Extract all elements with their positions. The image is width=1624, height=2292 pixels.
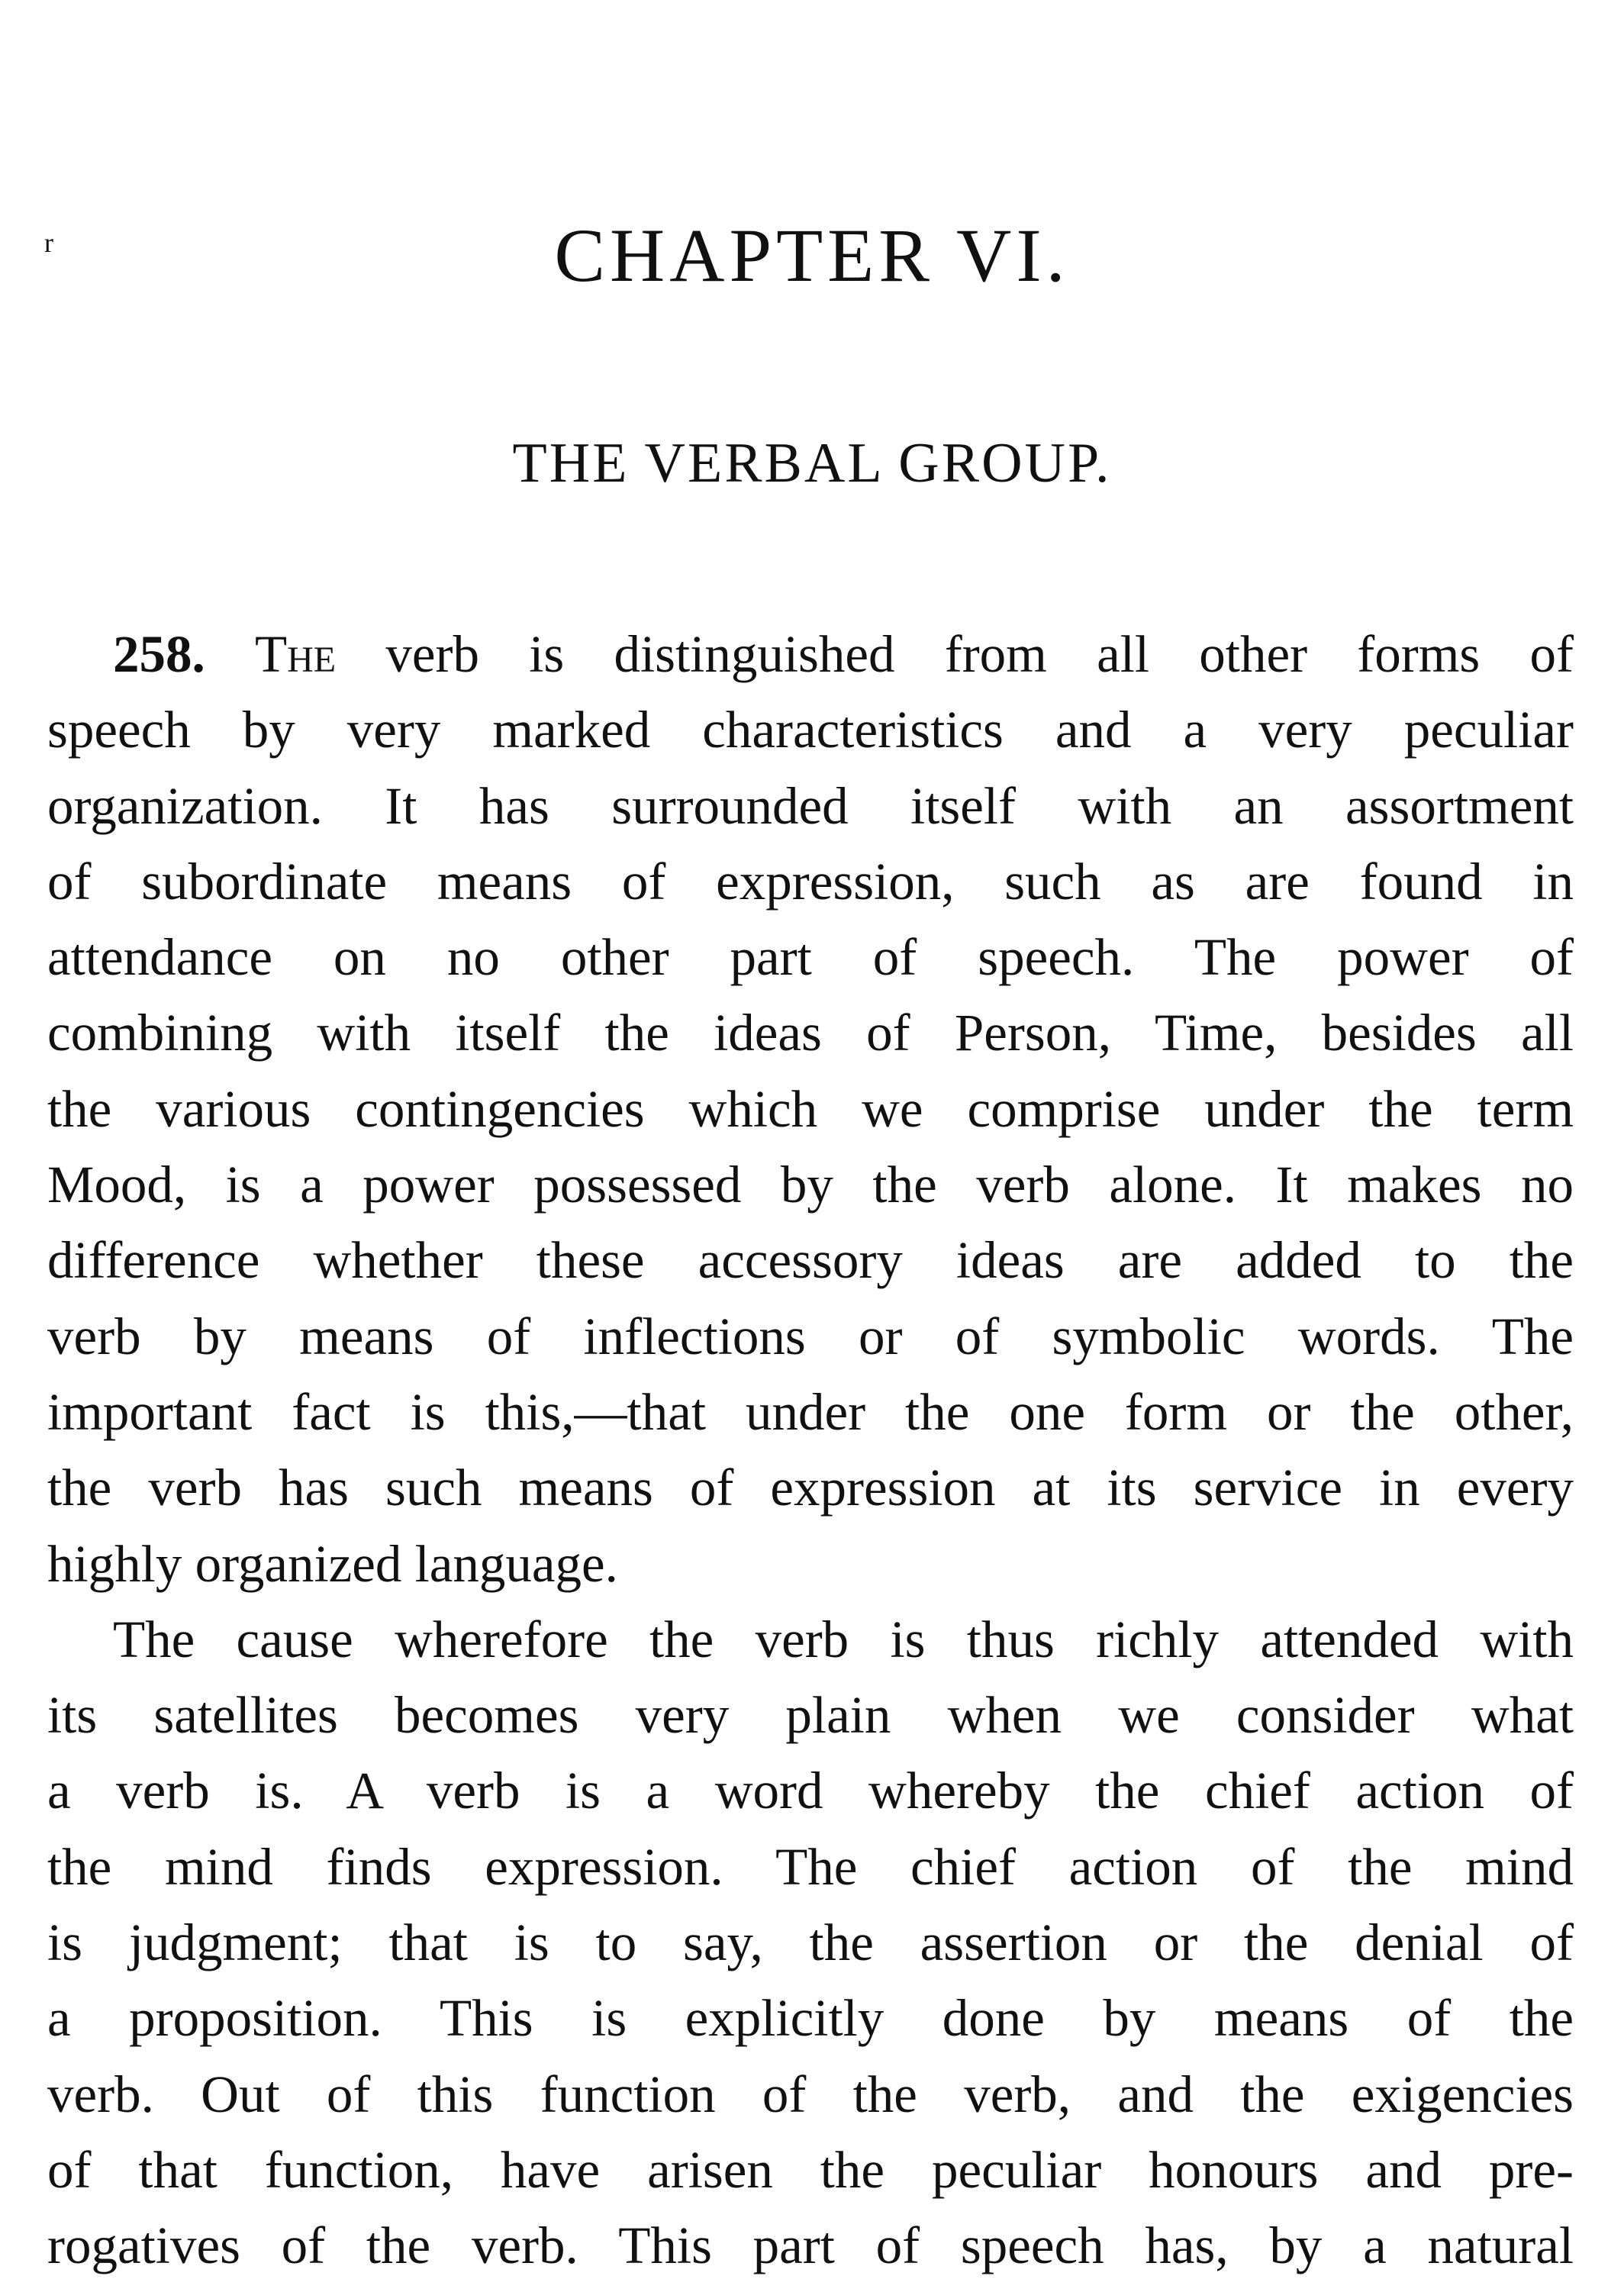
body-text — [47, 617, 1574, 2284]
text-line-20: verb. Out of this function of the verb, and the exigencies — [47, 2065, 1574, 2123]
text-line-7: the various contingencies which we comprise under the term — [47, 1079, 1574, 1138]
chapter-title: CHAPTER VI. — [554, 213, 1070, 298]
text-line-1 — [47, 617, 1574, 692]
text-line-3: organization. It has surrounded itself with an assortment — [47, 776, 1574, 835]
text-line-9: difference whether these accessory ideas are added to the — [47, 1231, 1574, 1290]
section-title: THE VERBAL GROUP. — [512, 432, 1112, 495]
text-line-22: rogatives of the verb. This part of speech has, by a natural — [47, 2216, 1574, 2275]
text-line-18: is judgment; that is to say, the assertion or the denial of — [47, 1913, 1574, 1972]
text-line-13: highly organized language. — [47, 1534, 618, 1593]
text-line-21: of that function, have arisen the peculiar honours and pre- — [47, 2140, 1574, 2199]
text-line-15: its satellites becomes very plain when we consider what — [47, 1686, 1574, 1745]
text-line-6: combining with itself the ideas of Person, Time, besides all — [47, 1004, 1574, 1062]
text-line-14: The cause wherefore the verb is thus richly attended with — [113, 1610, 1574, 1668]
text-line-19: a proposition. This is explicitly done by means of the — [47, 1989, 1574, 2048]
text-line-10: verb by means of inflections or of symbolic words. The — [47, 1307, 1574, 1365]
text-line-4: of subordinate means of expression, such as are found in — [47, 852, 1574, 911]
text-line-11: important fact is this,—that under the one form or the other, — [47, 1382, 1574, 1441]
text-line-12: the verb has such means of expression at its service in every — [47, 1459, 1574, 1517]
text-line-16: a verb is. A verb is a word whereby the chief action of — [47, 1762, 1574, 1820]
text-line-2: speech by very marked characteristics and a very peculiar — [47, 701, 1574, 759]
stray-mark: r — [44, 227, 53, 258]
line-text: verb is distinguished from all other forms of — [336, 625, 1574, 683]
text-line-5: attendance on no other part of speech. The power of — [47, 928, 1574, 987]
paragraph-number: 258. — [113, 625, 205, 683]
text-line-8: Mood, is a power possessed by the verb alone. It makes no — [47, 1156, 1574, 1214]
first-word: The — [255, 625, 337, 683]
text-line-17: the mind finds expression. The chief action of the mind — [47, 1837, 1574, 1896]
